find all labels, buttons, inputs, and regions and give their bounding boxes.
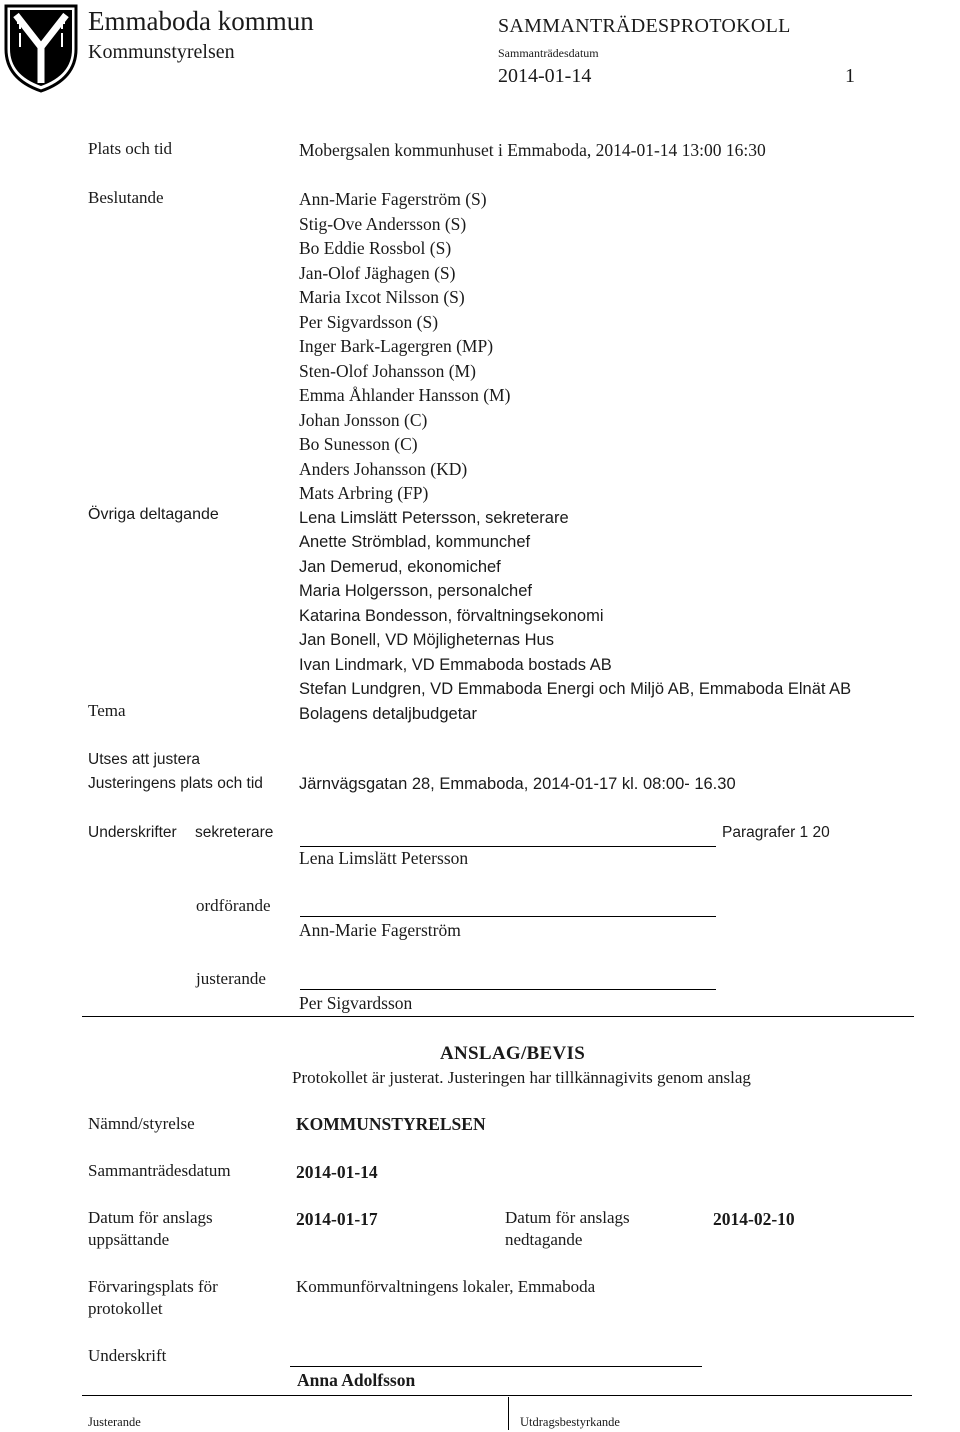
board-value: KOMMUNSTYRELSEN xyxy=(296,1114,486,1134)
adjust-place-value: Järnvägsgatan 28, Emmaboda, 2014-01-17 kl. 08:00- 16.30 xyxy=(299,775,736,793)
adjust-label: Utses att justera xyxy=(88,751,200,768)
municipal-crest xyxy=(3,3,79,93)
notice-signature-line xyxy=(290,1366,702,1367)
list-item: Jan Bonell, VD Möjligheternas Hus xyxy=(299,631,554,649)
removed-date: 2014-02-10 xyxy=(713,1209,795,1229)
chair-role: ordförande xyxy=(196,896,271,915)
list-item: Per Sigvardsson (S) xyxy=(299,311,439,332)
secretary-name: Lena Limslätt Petersson xyxy=(299,848,469,868)
removed-label-line2: nedtagande xyxy=(505,1230,583,1249)
removed-label-line1: Datum för anslags xyxy=(505,1208,630,1227)
adjuster-role: justerande xyxy=(196,969,266,988)
notice-subtitle: Protokollet är justerat. Justeringen har tillkännagivits genom anslag xyxy=(292,1068,751,1087)
signatures-label: Underskrifter xyxy=(88,824,177,841)
list-item: Katarina Bondesson, förvaltningsekonomi xyxy=(299,606,604,625)
board-name: Kommunstyrelsen xyxy=(88,41,235,63)
storage-value: Kommunförvaltningens lokaler, Emmaboda xyxy=(296,1277,596,1296)
list-item: Johan Jonsson (C) xyxy=(299,409,428,430)
footer-separator xyxy=(508,1397,509,1430)
list-item: Bo Sunesson (C) xyxy=(299,434,418,454)
section-divider xyxy=(82,1016,914,1017)
chair-name: Ann-Marie Fagerström xyxy=(299,920,461,940)
place-value: Mobergsalen kommunhuset i Emmaboda, 2014-01-14 13:00 16:30 xyxy=(299,140,766,160)
board-label: Nämnd/styrelse xyxy=(88,1114,195,1133)
storage-label-line1: Förvaringsplats för xyxy=(88,1277,218,1296)
adjuster-name: Per Sigvardsson xyxy=(299,993,413,1013)
chair-signature-line xyxy=(300,916,716,917)
deciding-label: Beslutande xyxy=(88,188,164,207)
list-item: Jan Demerud, ekonomichef xyxy=(299,557,501,576)
municipality-name: Emmaboda kommun xyxy=(88,6,314,36)
footer-right-label: Utdragsbestyrkande xyxy=(520,1415,620,1429)
adjust-place-label: Justeringens plats och tid xyxy=(88,775,263,792)
list-item: Mats Arbring (FP) xyxy=(299,483,429,503)
list-item: Maria Holgersson, personalchef xyxy=(299,582,532,600)
list-item: Maria Ixcot Nilsson (S) xyxy=(299,287,465,307)
list-item: Inger Bark-Lagergren (MP) xyxy=(299,336,494,356)
notice-date-value: 2014-01-14 xyxy=(296,1162,378,1182)
meeting-date-label: Sammanträdesdatum xyxy=(498,46,599,60)
notice-date-label: Sammanträdesdatum xyxy=(88,1161,231,1180)
adjuster-signature-line xyxy=(300,989,716,990)
posted-date: 2014-01-17 xyxy=(296,1209,378,1229)
notice-title: ANSLAG/BEVIS xyxy=(440,1043,586,1064)
list-item: Anders Johansson (KD) xyxy=(299,458,468,479)
posted-label-line2: uppsättande xyxy=(88,1230,170,1249)
storage-label-line2: protokollet xyxy=(88,1299,163,1318)
list-item: Emma Åhlander Hansson (M) xyxy=(299,385,511,405)
paragraph-range: Paragrafer 1 20 xyxy=(722,824,830,841)
list-item: Anette Strömblad, kommunchef xyxy=(299,533,531,551)
page-number: 1 xyxy=(845,65,855,87)
list-item: Bo Eddie Rossbol (S) xyxy=(299,238,452,258)
signature-label: Underskrift xyxy=(88,1346,167,1365)
posted-label-line1: Datum för anslags xyxy=(88,1208,213,1227)
others-label: Övriga deltagande xyxy=(88,506,219,523)
meeting-date: 2014-01-14 xyxy=(498,65,592,87)
notice-signature-name: Anna Adolfsson xyxy=(297,1370,416,1390)
list-item: Stefan Lundgren, VD Emmaboda Energi och Miljö AB, Emmaboda Elnät AB xyxy=(299,680,852,698)
list-item: Jan-Olof Jäghagen (S) xyxy=(299,262,456,283)
theme-label: Tema xyxy=(88,701,126,720)
list-item: Ivan Lindmark, VD Emmaboda bostads AB xyxy=(299,655,612,674)
list-item: Lena Limslätt Petersson, sekreterare xyxy=(299,508,569,527)
list-item: Ann-Marie Fagerström (S) xyxy=(299,189,487,209)
list-item: Stig-Ove Andersson (S) xyxy=(299,213,467,234)
crest-icon xyxy=(3,3,79,93)
place-label: Plats och tid xyxy=(88,139,173,158)
participant-list xyxy=(299,187,851,726)
list-item: Sten-Olof Johansson (M) xyxy=(299,360,476,381)
secretary-role: sekreterare xyxy=(195,824,274,841)
footer-left-label: Justerande xyxy=(88,1415,141,1429)
footer-divider xyxy=(82,1395,912,1396)
list-item: Bolagens detaljbudgetar xyxy=(299,704,477,723)
document-type: SAMMANTRÄDESPROTOKOLL xyxy=(498,15,791,37)
